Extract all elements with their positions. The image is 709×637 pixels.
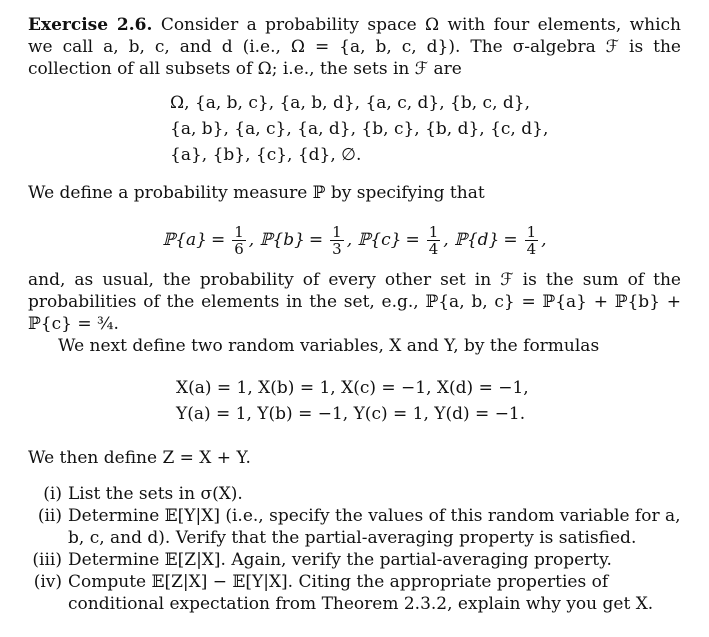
sets-row-2: {a, b}, {a, c}, {a, d}, {b, c}, {b, d}, {c, d}, bbox=[170, 119, 549, 139]
prob-b-num: 1 bbox=[332, 223, 342, 241]
question-item bbox=[28, 483, 681, 505]
prob-c-den: 4 bbox=[428, 240, 439, 258]
prob-d-lhs: ℙ{d} bbox=[454, 230, 500, 250]
prob-b-den: 3 bbox=[332, 240, 342, 258]
sets-row-1: Ω, {a, b, c}, {a, b, d}, {a, c, d}, {b, c, d}, bbox=[170, 93, 530, 113]
prob-a-lhs: ℙ{a} bbox=[162, 230, 207, 250]
question-item bbox=[28, 549, 681, 571]
exercise-label: Exercise 2.6. bbox=[28, 15, 153, 35]
probability-definitions bbox=[28, 224, 681, 257]
prob-c-lhs: ℙ{c} bbox=[357, 230, 402, 250]
question-number: (iv) bbox=[33, 572, 62, 592]
prob-a-fraction bbox=[232, 224, 246, 257]
define-prob-text: We define a probability measure ℙ by specifying that bbox=[28, 183, 485, 203]
prob-c-fraction bbox=[427, 224, 441, 257]
question-text: Determine 𝔼[Y|X] (i.e., specify the values of this random variable for a, b, c, and d). Verify that the partial-averaging property is satisfied. bbox=[68, 506, 681, 548]
question-item bbox=[28, 505, 681, 549]
random-variable-formulas bbox=[176, 377, 681, 429]
question-text: List the sets in σ(X). bbox=[68, 484, 243, 504]
sets-row-3: {a}, {b}, {c}, {d}, ∅. bbox=[170, 145, 362, 165]
question-number: (iii) bbox=[32, 550, 62, 570]
prob-a-num: 1 bbox=[234, 223, 244, 241]
prob-b-lhs: ℙ{b} bbox=[259, 230, 305, 250]
prob-c-sep: , bbox=[443, 230, 449, 250]
y-formula: Y(a) = 1, Y(b) = −1, Y(c) = 1, Y(d) = −1. bbox=[176, 404, 526, 424]
prob-d: ℙ{d} = $\frac{1}{4}$ , bbox=[454, 223, 547, 258]
prob-b-sep: , bbox=[346, 230, 353, 250]
z-definition: We then define Z = X + Y. bbox=[28, 448, 251, 468]
question-item bbox=[28, 571, 681, 615]
question-number: (i) bbox=[43, 484, 62, 504]
question-number: (ii) bbox=[37, 506, 62, 526]
prob-b: ℙ{b} = $\frac{1}{3}$ , bbox=[259, 223, 353, 258]
prob-d-den: 4 bbox=[526, 240, 537, 258]
sigma-algebra-sets bbox=[170, 92, 681, 170]
prob-d-fraction bbox=[525, 224, 539, 257]
x-formula: X(a) = 1, X(b) = 1, X(c) = −1, X(d) = −1, bbox=[176, 378, 529, 398]
exercise-intro bbox=[28, 14, 681, 80]
prob-b-fraction bbox=[330, 224, 344, 257]
prob-a: ℙ{a} = $\frac{1}{6}$ , bbox=[162, 223, 255, 258]
prob-c-num: 1 bbox=[428, 223, 439, 241]
exercise-intro-text: Consider a probability space Ω with four elements, which we call a, b, c, and d (i.e., Ω = {a, b, c, d}). The σ-algebra ℱ is the collection of all subsets of Ω; i.e., the sets in ℱ are bbox=[28, 15, 681, 79]
question-text: Determine 𝔼[Z|X]. Again, verify the partial-averaging property. bbox=[68, 550, 612, 570]
rv-intro-text: We next define two random variables, X and Y, by the formulas bbox=[58, 336, 600, 356]
usual-text: and, as usual, the probability of every other set in ℱ is the sum of the probabilities of the elements in the set, e.g., ℙ{a, b, c} = ℙ{a} + ℙ{b} + ℙ{c} = ¾. bbox=[28, 270, 681, 334]
prob-d-sep: , bbox=[541, 230, 547, 250]
prob-c: ℙ{c} = $\frac{1}{4}$ , bbox=[357, 223, 449, 258]
prob-a-den: 6 bbox=[234, 240, 244, 258]
prob-d-num: 1 bbox=[526, 223, 537, 241]
prob-a-sep: , bbox=[248, 230, 255, 250]
question-list bbox=[28, 483, 681, 615]
question-text: Compute 𝔼[Z|X] − 𝔼[Y|X]. Citing the appropriate properties of conditional expectation from Theorem 2.3.2, explain why you get X. bbox=[68, 572, 654, 614]
